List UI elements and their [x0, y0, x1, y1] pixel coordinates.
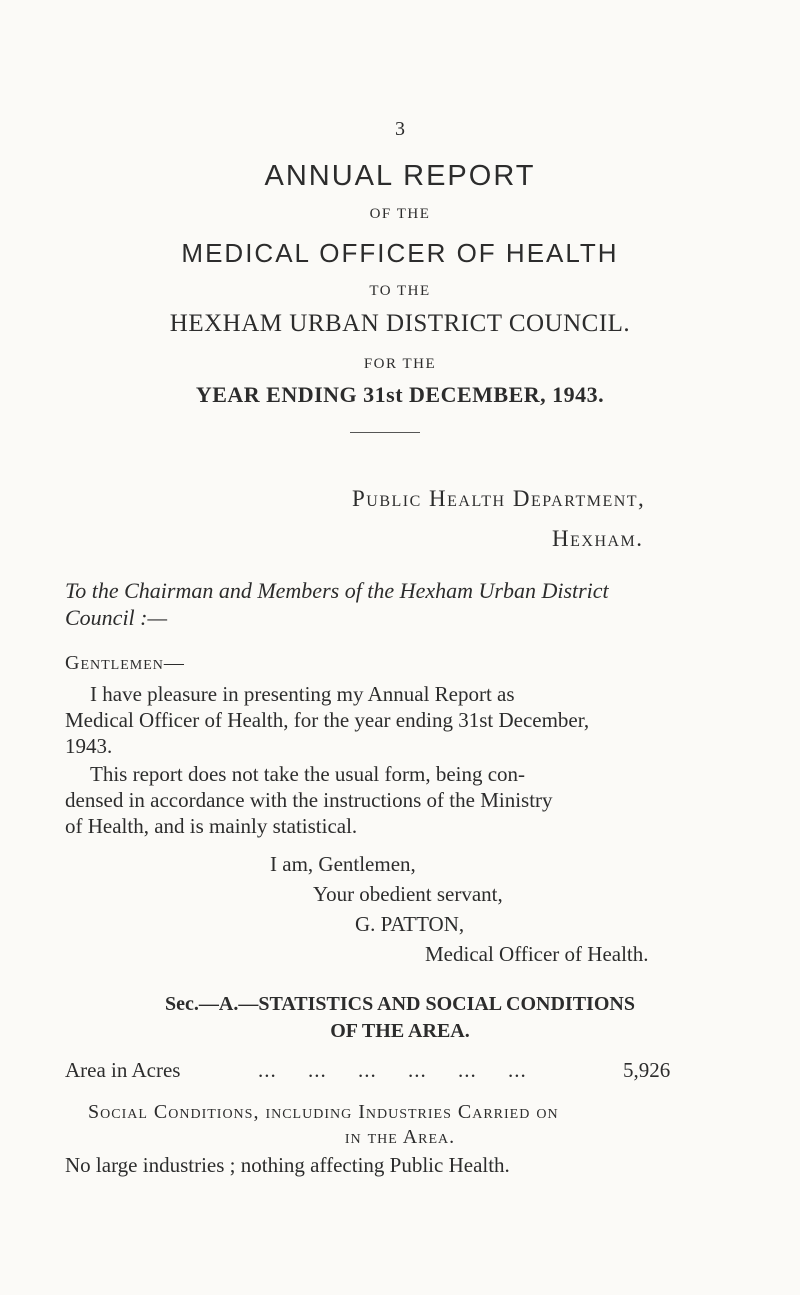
social-conditions-heading: Social Conditions, including Industries Carried on	[88, 1101, 559, 1123]
area-leader-dots: ... ... ... ... ... ...	[258, 1058, 527, 1082]
title-for-the: FOR THE	[363, 356, 437, 372]
letter-p1-line1: I have pleasure in presenting my Annual Report as	[90, 682, 515, 706]
area-value: 5,926	[623, 1058, 671, 1082]
report-title: ANNUAL REPORT	[264, 160, 536, 192]
letter-p1-line3: 1943.	[65, 734, 113, 758]
signature-line-1: I am, Gentlemen,	[270, 852, 416, 876]
signature-line-2: Your obedient servant,	[313, 882, 503, 906]
report-subtitle: MEDICAL OFFICER OF HEALTH	[181, 238, 619, 268]
letter-p2-line2: densed in accordance with the instructions of the Ministry	[65, 788, 553, 812]
letter-p1-line2: Medical Officer of Health, for the year ending 31st December,	[65, 708, 590, 732]
year-ending: YEAR ENDING 31st DECEMBER, 1943.	[195, 382, 605, 407]
title-of-the: OF THE	[369, 206, 431, 222]
greeting: Gentlemen—	[65, 652, 185, 674]
signature-title: Medical Officer of Health.	[425, 942, 649, 966]
social-conditions-heading-2: in the Area.	[344, 1126, 456, 1148]
address-town: Hexham.	[552, 526, 644, 551]
council-name: HEXHAM URBAN DISTRICT COUNCIL.	[169, 310, 631, 337]
title-to-the: TO THE	[369, 283, 431, 299]
letter-p2-line1: This report does not take the usual form, being con-	[90, 762, 526, 786]
area-label: Area in Acres	[65, 1058, 181, 1082]
signature-name: G. PATTON,	[355, 912, 465, 936]
salutation-line-2: Council :—	[65, 605, 168, 630]
letter-p2-line3: of Health, and is mainly statistical.	[65, 814, 358, 838]
section-a-heading-2: OF THE AREA.	[330, 1020, 470, 1042]
section-a-heading: Sec.—A.—STATISTICS AND SOCIAL CONDITIONS	[165, 993, 635, 1015]
social-conditions-text: No large industries ; nothing affecting Public Health.	[65, 1153, 510, 1177]
address-department: Public Health Department,	[352, 486, 646, 511]
salutation-line-1: To the Chairman and Members of the Hexham Urban District	[65, 578, 609, 603]
page-number: 3	[395, 118, 405, 140]
divider-rule	[350, 432, 420, 433]
